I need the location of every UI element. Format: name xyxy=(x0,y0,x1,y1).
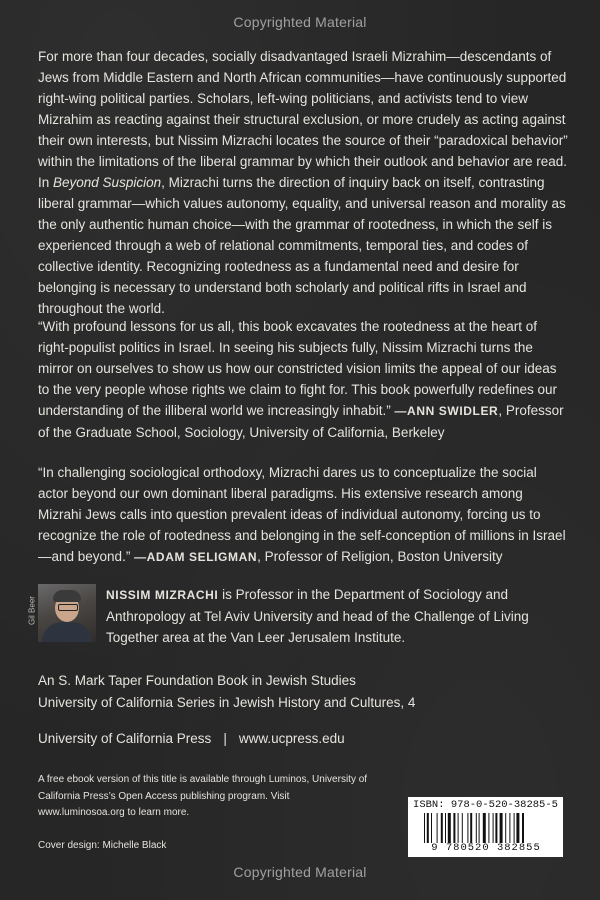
quote-2-author: —ADAM SELIGMAN xyxy=(134,550,258,564)
series-info xyxy=(38,670,415,714)
quote-1-affiliation: , Professor of the Graduate School, Sociology, University of California, Berkeley xyxy=(38,403,564,440)
isbn-text: ISBN: 978-0-520-38285-5 xyxy=(413,799,558,811)
copyright-watermark-bottom: Copyrighted Material xyxy=(233,864,367,880)
publisher-name: University of California Press xyxy=(38,731,212,746)
book-description xyxy=(38,46,568,319)
description-part1: For more than four decades, socially disadvantaged Israeli Mizrahim—descendants of Jews from Middle Eastern and North African communities—have continuously supported right-wing political parties. Scholars, left-wing politicians, and activists tend to view Mizrahim as reacting against their structural exclusion, or more crudely as acting against their own interests, but Nissim Mizrachi locates the source of their “paradoxical behavior” within the limitations of the liberal grammar by which their outlook and behavior are read. In xyxy=(38,49,568,190)
quote-2-text: “In challenging sociological orthodoxy, Mizrachi dares us to conceptualize the social actor beyond our own dominant liberal paradigms. His extensive research among Mizrahi Jews calls into question prevalent ideas of individual autonomy, forcing us to recognize the role of rootedness and belonging in the self-conception of millions in Israel—and beyond.” xyxy=(38,465,566,564)
series-line-1: An S. Mark Taper Foundation Book in Jewish Studies xyxy=(38,673,356,688)
publisher-line xyxy=(38,731,345,746)
book-title-italic: Beyond Suspicion xyxy=(53,175,162,190)
author-photo xyxy=(38,584,96,642)
endorsement-quote-2 xyxy=(38,462,568,568)
ebook-note: A free ebook version of this title is available through Luminos, University of California Press’s Open Access publishing program. Visit www.luminosoa.org to learn more. xyxy=(38,774,368,818)
barcode xyxy=(408,797,563,857)
barcode-digits: 9 780520 382855 xyxy=(431,842,541,854)
author-bio-text: is Professor in the Department of Sociology and Anthropology at Tel Aviv University and head of the Challenge of Living Together area at the Van Leer Jerusalem Institute. xyxy=(106,587,529,645)
quote-2-affiliation: , Professor of Religion, Boston University xyxy=(257,549,503,564)
copyright-watermark-top: Copyrighted Material xyxy=(233,14,367,30)
barcode-bars xyxy=(424,813,556,843)
author-block xyxy=(27,584,568,646)
publisher-url: www.ucpress.edu xyxy=(238,731,345,746)
photo-credit: Gil Beer xyxy=(27,596,37,625)
publisher-separator: | xyxy=(223,731,227,746)
series-line-2: University of California Series in Jewish History and Cultures, 4 xyxy=(38,695,416,710)
author-bio xyxy=(106,584,568,648)
endorsement-quote-1 xyxy=(38,316,568,443)
quote-1-author: —ANN SWIDLER xyxy=(394,404,499,418)
description-part2: , Mizrachi turns the direction of inquiry back on itself, contrasting liberal grammar—which values autonomy, equality, and universal reason and morality as the only authentic human choice—with the grammar of rootedness, in which the self is experienced through a web of relational commitments, temporal ties, and codes of collective identity. Recognizing rootedness as a fundamental need and desire for belonging is necessary to understand both scholarly and political rifts in Israel and throughout the world. xyxy=(38,175,566,316)
cover-design-credit: Cover design: Michelle Black xyxy=(38,840,167,851)
author-name: NISSIM MIZRACHI xyxy=(106,588,219,602)
quote-1-text: “With profound lessons for us all, this book excavates the rootedness at the heart of right-populist politics in Israel. In seeing his subjects fully, Nissim Mizrachi turns the mirror on ourselves to show us how our constricted vision limits the appeal of our ideas to the very people whose rights we claim to fight for. This book powerfully redefines our understanding of the illiberal world we increasingly inhabit.” xyxy=(38,319,558,418)
